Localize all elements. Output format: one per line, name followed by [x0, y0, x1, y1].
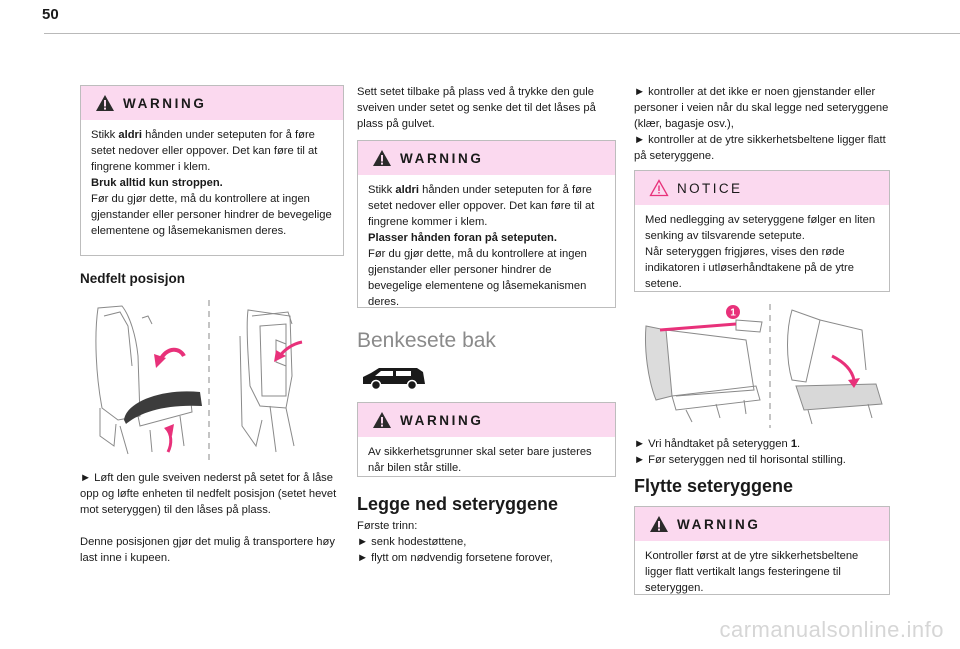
- warning-box-col1: [80, 85, 344, 256]
- bold-run: 1: [790, 438, 798, 450]
- step-position-note: Denne posisjonen gjør det mulig å transportere høy last inne i kupeen.: [80, 536, 335, 564]
- warning-body: Kontroller først at de ytre sikkerhetsbeltene ligger flatt vertikalt langs festeringene til seteryggen.: [645, 550, 859, 594]
- warning-header: [358, 141, 615, 175]
- text-run: ► Vri håndtaket på seteryggen: [634, 438, 791, 450]
- notice-triangle-icon: [649, 179, 669, 197]
- check-item: ► kontroller at det ikke er noen gjenstander eller personer i veien når du skal legge ned seteryggene (klær, bagasje osv.),: [634, 86, 889, 130]
- notice-label: NOTICE: [677, 180, 743, 196]
- warning-body: [81, 120, 343, 247]
- fold-steps: [634, 436, 890, 468]
- warning-header: [358, 403, 615, 437]
- warning-paragraph: Før du gjør dette, må du kontrollere at ingen gjenstander eller personer hindrer de bevegelige elementene og låsemekanismen deres.: [91, 193, 332, 237]
- seat-illustration-fold-up: [80, 296, 344, 462]
- text-run: hånden under seteputen for å føre setet nedover eller oppover. Det kan føre til at fingrene kommer i klem.: [91, 129, 318, 173]
- step-item: ► flytt om nødvendig forsetene forover,: [357, 552, 553, 564]
- footer-watermark: carmanualsonline.info: [719, 617, 944, 642]
- warning-emphasis: Bruk alltid kun stroppen.: [91, 177, 223, 189]
- first-steps-list: [357, 518, 619, 566]
- section-title-benkesete: Benkesete bak: [357, 329, 496, 352]
- vehicle-silhouette-icon: [361, 366, 427, 390]
- warning-box-stationary: [357, 402, 616, 477]
- text-run: .: [797, 438, 801, 450]
- warning-paragraph: [91, 127, 333, 175]
- text-run: hånden under seteputen for å føre setet nedover eller oppover. Det kan føre til at fingrene kommer i klem.: [368, 184, 595, 228]
- callout-1-text: 1: [730, 307, 736, 319]
- bold-run: aldri: [395, 184, 419, 196]
- first-steps-label: Første trinn:: [357, 520, 418, 532]
- text-run: Stikk: [368, 184, 396, 196]
- step-turn-handle: [634, 436, 890, 452]
- section-heading-nedfelt: Nedfelt posisjon: [80, 271, 186, 286]
- bold-run: aldri: [118, 129, 142, 141]
- notice-paragraph: Med nedlegging av seteryggene følger en liten senking av tilsvarende setepute.: [645, 214, 876, 242]
- warning-label: WARNING: [400, 412, 484, 428]
- step-lift-crank: ► Løft den gule sveiven nederst på setet for å låse opp og løfte enheten til nedfelt posisjon (setet hevet mot seteryggen) til den låses på plass.: [80, 472, 337, 516]
- warning-header: [635, 507, 889, 541]
- heading-legge-ned: Legge ned seteryggene: [357, 494, 559, 514]
- check-item: ► kontroller at de ytre sikkerhetsbeltene ligger flatt på seteryggene.: [634, 134, 886, 162]
- warning-body: Av sikkerhetsgrunner skal seter bare justeres når bilen står stille.: [368, 446, 592, 474]
- warning-paragraph: Før du gjør dette, må du kontrollere at ingen gjenstander eller personer hindrer de bevegelige elementene og låsemekanismen deres.: [368, 248, 587, 308]
- notice-box: [634, 170, 890, 292]
- step-item: ► senk hodestøttene,: [357, 536, 467, 548]
- notice-paragraph: Når seteryggen frigjøres, vises den røde indikatoren i utløserhåndtakene på de ytre setene.: [645, 246, 854, 290]
- notice-header: [635, 171, 889, 205]
- check-list: [634, 84, 890, 164]
- warning-triangle-icon: [649, 515, 669, 533]
- seatback-fold-illustration: [636, 300, 890, 430]
- warning-label: WARNING: [677, 516, 761, 532]
- notice-body: [635, 205, 889, 300]
- warning-header: [81, 86, 343, 120]
- warning-label: WARNING: [400, 150, 484, 166]
- warning-body: [358, 175, 615, 318]
- warning-triangle-icon: [95, 94, 115, 112]
- warning-box-belts: [634, 506, 890, 595]
- warning-triangle-icon: [372, 411, 392, 429]
- warning-triangle-icon: [372, 149, 392, 167]
- step-lower-backrest: ► Før seteryggen ned til horisontal stilling.: [634, 454, 846, 466]
- warning-label: WARNING: [123, 95, 207, 111]
- warning-box-col2: [357, 140, 616, 308]
- warning-emphasis: Plasser hånden foran på seteputen.: [368, 232, 557, 244]
- intro-paragraph: Sett setet tilbake på plass ved å trykke den gule sveiven under setet og senke det til det låses på plass på gulvet.: [357, 86, 596, 130]
- header-rule: [44, 33, 960, 34]
- heading-flytte: Flytte seteryggene: [634, 476, 794, 496]
- warning-paragraph: [368, 182, 605, 230]
- page-number: 50: [42, 6, 59, 23]
- text-run: Stikk: [91, 129, 119, 141]
